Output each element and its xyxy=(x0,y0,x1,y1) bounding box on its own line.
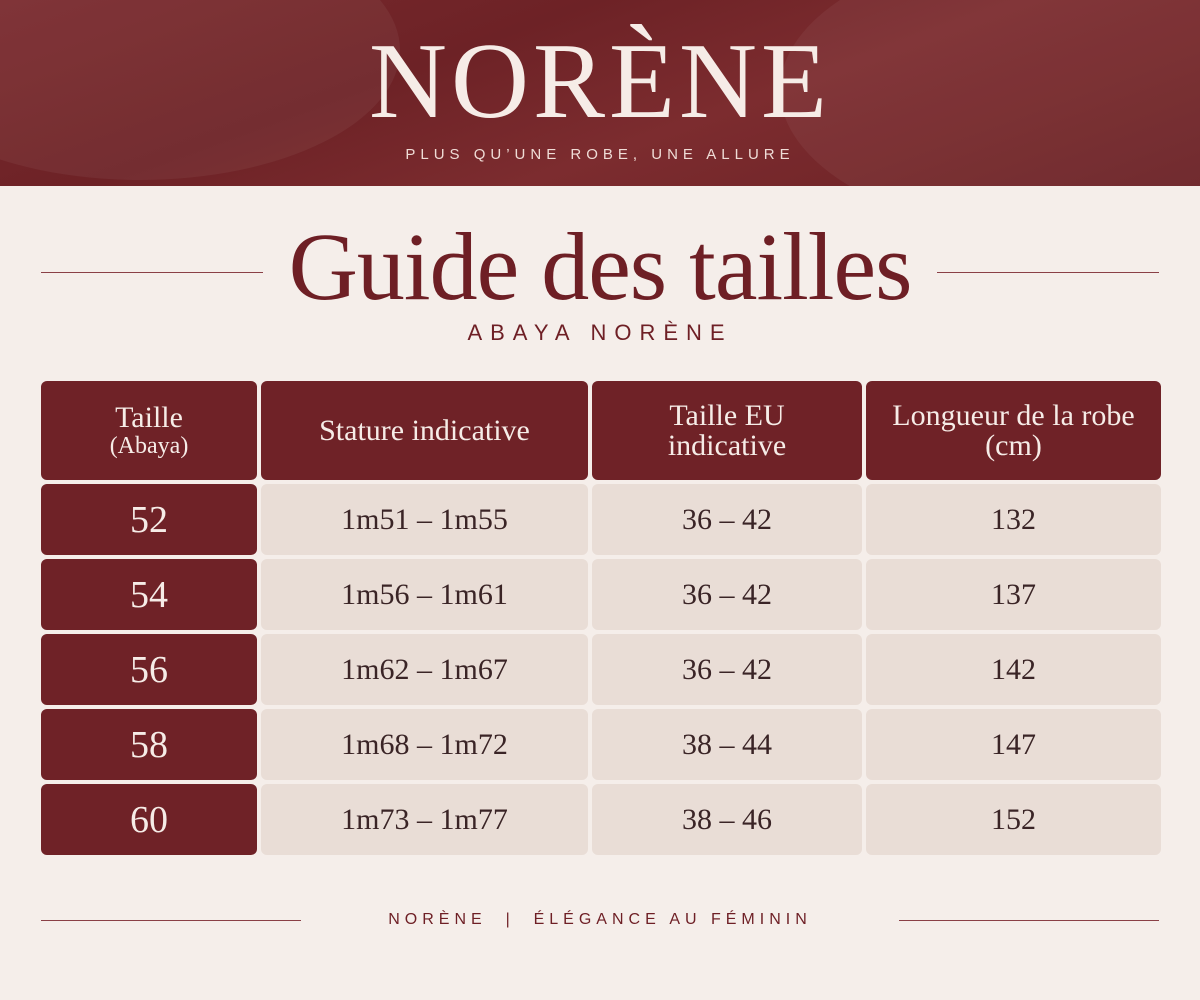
table-cell-length: 132 xyxy=(866,484,1161,555)
column-header-taille xyxy=(41,381,257,480)
table-cell-stature: 1m62 – 1m67 xyxy=(261,634,588,705)
brand-tagline: PLUS QU’UNE ROBE, UNE ALLURE xyxy=(405,146,795,163)
column-header-stature xyxy=(261,381,588,480)
table-cell-stature: 1m73 – 1m77 xyxy=(261,784,588,855)
column-header-sublabel: indicative xyxy=(667,428,787,462)
header-banner xyxy=(0,0,1200,186)
page-subtitle: ABAYA NORÈNE xyxy=(467,320,733,345)
table-cell-length: 142 xyxy=(866,634,1161,705)
column-header-eu xyxy=(592,381,862,480)
column-header-sublabel: (Abaya) xyxy=(109,432,189,459)
table-cell-length: 137 xyxy=(866,559,1161,630)
table-cell-stature: 1m51 – 1m55 xyxy=(261,484,588,555)
table-cell-eu: 38 – 46 xyxy=(592,784,862,855)
table-row-size: 54 xyxy=(41,559,257,630)
column-header-label: Taille EU xyxy=(669,398,785,432)
table-cell-length: 152 xyxy=(866,784,1161,855)
footer-rule-right xyxy=(899,920,1159,921)
table-cell-eu: 36 – 42 xyxy=(592,484,862,555)
brand-logo: NORÈNE xyxy=(369,22,831,141)
table-cell-eu: 38 – 44 xyxy=(592,709,862,780)
title-rule-right xyxy=(937,272,1159,273)
table-row-size: 60 xyxy=(41,784,257,855)
column-header-length xyxy=(866,381,1161,480)
table-cell-eu: 36 – 42 xyxy=(592,634,862,705)
table-cell-length: 147 xyxy=(866,709,1161,780)
table-cell-stature: 1m68 – 1m72 xyxy=(261,709,588,780)
table-row-size: 56 xyxy=(41,634,257,705)
column-header-label: Stature indicative xyxy=(319,413,530,447)
table-cell-eu: 36 – 42 xyxy=(592,559,862,630)
page-title: Guide des tailles xyxy=(288,213,912,320)
column-header-label: Taille xyxy=(115,400,183,434)
table-row-size: 58 xyxy=(41,709,257,780)
footer-text: NORÈNE | ÉLÉGANCE AU FÉMININ xyxy=(388,911,812,928)
column-header-sublabel: (cm) xyxy=(985,428,1042,462)
table-row-size: 52 xyxy=(41,484,257,555)
column-header-label: Longueur de la robe xyxy=(892,398,1135,432)
table-cell-stature: 1m56 – 1m61 xyxy=(261,559,588,630)
